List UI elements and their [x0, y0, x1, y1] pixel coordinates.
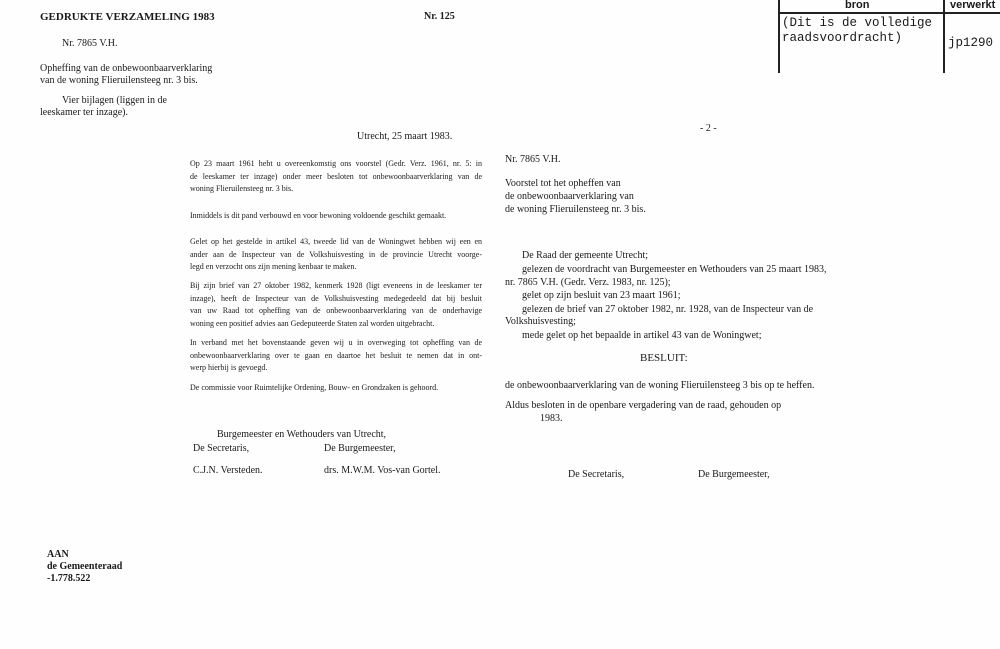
mayor-title: De Burgemeester,	[698, 469, 770, 480]
reference-number: Nr. 7865 V.H.	[62, 38, 118, 49]
paragraph	[190, 280, 482, 330]
text-line: Gelet op het gestelde in artikel 43, tweede lid van de Woningwet hebben wij een en	[190, 237, 482, 246]
mayor-name: drs. M.W.M. Vos-van Gortel.	[324, 465, 441, 476]
text-line: Bij zijn brief van 27 oktober 1982, kenmerk 1928 (ligt eveneens in de leeskamer ter	[190, 281, 482, 290]
decision-title: BESLUIT:	[640, 352, 688, 364]
text-line: de leeskamer ter inzage) onder meer besloten tot onbewoonbaarverklaring van de	[190, 171, 482, 181]
publication-number: Nr. 125	[424, 11, 455, 22]
text-line: legd en verzocht ons zijn mening kenbaar te maken.	[190, 262, 357, 272]
text-line: De commissie voor Ruimtelijke Ordening, Bouw- en Grondzaken is gehoord.	[190, 383, 439, 392]
consideration-line: Volkshuisvesting;	[505, 316, 576, 327]
closing-line: Aldus besloten in de openbare vergadering van de raad, gehouden op	[505, 400, 782, 411]
text-line: werp hierbij is gevoegd.	[190, 363, 268, 373]
stamp-header-rule	[778, 12, 1000, 14]
text-line: Inmiddels is dit pand verbouwd en voor bewoning voldoende geschikt gemaakt.	[190, 211, 447, 220]
paragraph	[190, 236, 482, 274]
mayor-title: De Burgemeester,	[324, 443, 396, 454]
consideration-line: mede gelet op het bepaalde in artikel 43 van de Woningwet;	[522, 330, 762, 341]
paragraph	[190, 337, 482, 375]
text-line: onbewoonbaarverklaring over te gaan en daartoe het besluit te nemen dat in ont-	[190, 350, 482, 360]
paragraph	[190, 158, 482, 196]
text-line: Op 23 maart 1961 hebt u overeenkomstig ons voorstel (Gedr. Verz. 1961, nr. 5: in	[190, 159, 482, 168]
consideration-line: nr. 7865 V.H. (Gedr. Verz. 1983, nr. 125);	[505, 277, 671, 288]
paragraph	[190, 382, 482, 395]
text-line: inzage), heeft de Inspecteur van de Volkshuisvesting medegedeeld dat bij besluit	[190, 293, 482, 303]
attachments-line: Vier bijlagen (liggen in de	[62, 95, 167, 106]
closing-year: 1983.	[540, 413, 563, 424]
letter-date: Utrecht, 25 maart 1983.	[357, 131, 453, 142]
stamp-border	[778, 0, 780, 73]
subject-line: de onbewoonbaarverklaring van	[505, 191, 634, 202]
paragraph	[190, 210, 482, 223]
secretary-name: C.J.N. Versteden.	[193, 465, 263, 476]
stamp-code: jp1290	[948, 36, 994, 50]
decision-text: de onbewoonbaarverklaring van de woning Flieruilensteeg 3 bis op te heffen.	[505, 380, 815, 391]
addressee-line: AAN	[47, 549, 69, 560]
consideration-line: gelet op zijn besluit van 23 maart 1961;	[522, 290, 681, 301]
signature-org: Burgemeester en Wethouders van Utrecht,	[217, 429, 387, 440]
text-line: ander aan de Inspecteur van de Volkshuisvesting in de provincie Utrecht voorge-	[190, 249, 482, 259]
text-line: woning een positief advies aan Gedeputeerde Staten zal worden uitgebracht.	[190, 318, 435, 328]
subject-line: Opheffing van de onbewoonbaarverklaring	[40, 63, 213, 74]
addressee-line: de Gemeenteraad	[47, 561, 123, 572]
stamp-divider	[943, 0, 945, 73]
stamp-col-source: bron	[845, 0, 870, 11]
stamp-note: raadsvoordracht)	[782, 31, 903, 45]
consideration-line: gelezen de voordracht van Burgemeester en Wethouders van 25 maart 1983,	[522, 264, 827, 275]
subject-line: Voorstel tot het opheffen van	[505, 178, 621, 189]
text-line: woning Flieruilensteeg nr. 3 bis.	[190, 184, 294, 194]
addressee-line: -1.778.522	[47, 573, 91, 584]
attachments-line: leeskamer ter inzage).	[40, 107, 129, 118]
text-line: van uw Raad tot opheffing van de onbewoonbaarverklaring van de onderhavige	[190, 306, 482, 316]
reference-number: Nr. 7865 V.H.	[505, 154, 561, 165]
secretary-title: De Secretaris,	[568, 469, 625, 480]
stamp-note: (Dit is de volledige	[782, 16, 933, 30]
text-line: In verband met het bovenstaande geven wij u in overweging tot opheffing van de	[190, 338, 482, 347]
stamp-col-processed: verwerkt	[950, 0, 996, 11]
publication-header: GEDRUKTE VERZAMELING 1983	[40, 11, 215, 23]
consideration-line: De Raad der gemeente Utrecht;	[522, 250, 649, 261]
page-number: - 2 -	[700, 123, 717, 134]
subject-line: de woning Flieruilensteeg nr. 3 bis.	[505, 204, 646, 215]
consideration-line: gelezen de brief van 27 oktober 1982, nr. 1928, van de Inspecteur van de	[522, 304, 814, 315]
secretary-title: De Secretaris,	[193, 443, 250, 454]
subject-line: van de woning Flieruilensteeg nr. 3 bis.	[40, 75, 198, 86]
